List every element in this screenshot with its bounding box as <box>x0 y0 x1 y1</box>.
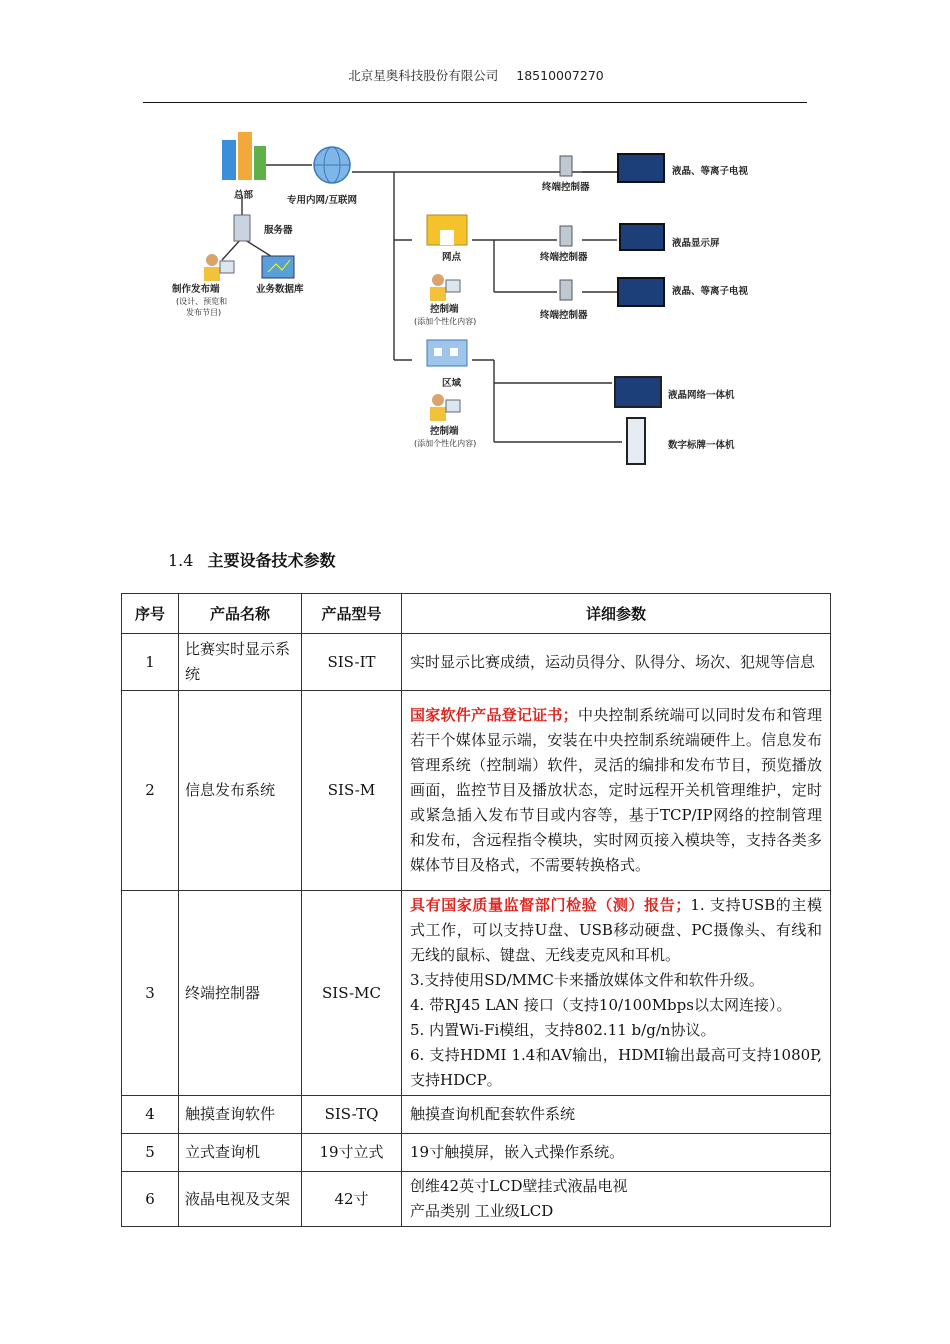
connector-lines <box>222 165 632 442</box>
display-screen-icons <box>615 154 664 464</box>
system-architecture-diagram <box>172 120 782 480</box>
label-database: 业务数据库 <box>256 284 304 295</box>
terminal-controller-icons <box>560 156 572 300</box>
branch-building-icon <box>427 215 467 245</box>
cell-model: 19寸立式 <box>302 1134 402 1172</box>
table-row <box>122 891 831 1096</box>
company-name: 北京星奥科技股份有限公司 <box>348 68 499 83</box>
table-row <box>122 1172 831 1227</box>
cell-no: 5 <box>122 1134 179 1172</box>
page-header <box>145 66 807 84</box>
region-building-icon <box>427 340 467 366</box>
cell-name: 液晶电视及支架 <box>179 1172 302 1227</box>
cell-no: 4 <box>122 1096 179 1134</box>
cell-name: 信息发布系统 <box>179 691 302 891</box>
cell-detail <box>402 634 831 691</box>
detail-line: 6. 支持HDMI 1.4和AV输出，HDMI输出最高可支持1080P,支持HDCP。 <box>410 1046 822 1089</box>
header-model: 产品型号 <box>302 594 402 634</box>
section-title: 主要设备技术参数 <box>207 551 336 570</box>
label-producer-note-2: 发布节目) <box>186 308 222 317</box>
cell-no: 1 <box>122 634 179 691</box>
cell-detail <box>402 891 831 1096</box>
globe-icon <box>314 147 350 183</box>
cell-model: 42寸 <box>302 1172 402 1227</box>
branch-person-icon <box>430 274 460 301</box>
detail-text: 触摸查询机配套软件系统 <box>410 1105 576 1123</box>
header-detail: 详细参数 <box>402 594 831 634</box>
label-branch-control: 控制端 <box>430 304 459 315</box>
label-terminal-1: 终端控制器 <box>542 182 590 193</box>
label-region-control: 控制端 <box>430 426 459 437</box>
server-icon <box>234 215 250 241</box>
region-person-icon <box>430 394 460 421</box>
label-producer-note-1: (设计、预览和 <box>176 297 228 306</box>
cell-name: 比赛实时显示系统 <box>179 634 302 691</box>
label-network: 专用内网/互联网 <box>287 195 357 206</box>
table-header-row <box>122 594 831 634</box>
table-row <box>122 1096 831 1134</box>
detail-line: 产品类别 工业级LCD <box>410 1202 554 1220</box>
detail-text: 19寸触摸屏，嵌入式操作系统。 <box>410 1143 625 1161</box>
detail-line: 3.支持使用SD/MMC卡来播放媒体文件和软件升级。 <box>410 971 764 989</box>
label-producer: 制作发布端 <box>172 284 220 295</box>
company-phone: 18510007270 <box>516 68 604 83</box>
cell-detail <box>402 1172 831 1227</box>
label-terminal-3: 终端控制器 <box>540 310 588 321</box>
cell-detail <box>402 1096 831 1134</box>
section-heading <box>168 548 335 571</box>
headquarters-icon <box>222 132 266 180</box>
table-row <box>122 634 831 691</box>
detail-text: 中央控制系统端可以同时发布和管理若干个媒体显示端，安装在中央控制系统端硬件上。信息发布管理系统（控制端）软件，灵活的编排和发布节目，预览播放画面，监控节目及播放状态，定时远程开关机管理维护，定时或紧急插入发布节目或内容等，基于TCP/IP网络的控制管理和发布，含远程指令模块，实时网页接入模块等，支持各类多媒体节目及格式，不需要转换格式。 <box>410 706 822 874</box>
cell-no: 6 <box>122 1172 179 1227</box>
cell-model: SIS-MC <box>302 891 402 1096</box>
cell-name: 终端控制器 <box>179 891 302 1096</box>
label-display-3: 液晶、等离子电视 <box>672 286 749 297</box>
certificate-note: 国家软件产品登记证书； <box>410 706 578 724</box>
cell-detail <box>402 1134 831 1172</box>
cell-model: SIS-TQ <box>302 1096 402 1134</box>
cell-no: 3 <box>122 891 179 1096</box>
header-rule <box>143 102 807 103</box>
header-name: 产品名称 <box>179 594 302 634</box>
cell-model: SIS-IT <box>302 634 402 691</box>
cell-detail <box>402 691 831 891</box>
label-branch: 网点 <box>442 252 462 263</box>
inspection-report-note: 具有国家质量监督部门检验（测）报告； <box>410 896 691 914</box>
detail-text: 创维42英寸LCD壁挂式液晶电视 <box>410 1177 628 1195</box>
detail-text: 实时显示比赛成绩，运动员得分、队得分、场次、犯规等信息 <box>410 652 816 671</box>
label-server: 服务器 <box>264 225 293 236</box>
cell-name: 触摸查询软件 <box>179 1096 302 1134</box>
section-number: 1.4 <box>168 551 194 570</box>
detail-line: 4. 带RJ45 LAN 接口（支持10/100Mbps以太网连接）。 <box>410 996 792 1014</box>
label-terminal-2: 终端控制器 <box>540 252 588 263</box>
label-headquarters: 总部 <box>234 190 254 201</box>
table-row <box>122 691 831 891</box>
label-branch-control-note: (添加个性化内容) <box>414 317 477 326</box>
detail-line: 5. 内置Wi-Fi模组，支持802.11 b/g/n协议。 <box>410 1021 716 1039</box>
cell-model: SIS-M <box>302 691 402 891</box>
label-region: 区域 <box>442 378 462 389</box>
label-display-5: 数字标牌一体机 <box>668 440 735 451</box>
label-region-control-note: (添加个性化内容) <box>414 439 477 448</box>
cell-no: 2 <box>122 691 179 891</box>
header-no: 序号 <box>122 594 179 634</box>
table-row <box>122 1134 831 1172</box>
equipment-spec-table <box>121 593 831 1227</box>
detail-text: 1. 支持USB的主模式工作，可以支持U盘、USB移动硬盘、PC摄像头、有线和无线的鼠标、键盘、无线麦克风和耳机。 <box>410 896 822 964</box>
label-display-4: 液晶网络一体机 <box>668 390 735 401</box>
label-display-2: 液晶显示屏 <box>672 238 720 249</box>
cell-name: 立式查询机 <box>179 1134 302 1172</box>
producer-person-icon <box>204 254 234 281</box>
label-display-1: 液晶、等离子电视 <box>672 166 749 177</box>
database-icon <box>262 256 294 278</box>
